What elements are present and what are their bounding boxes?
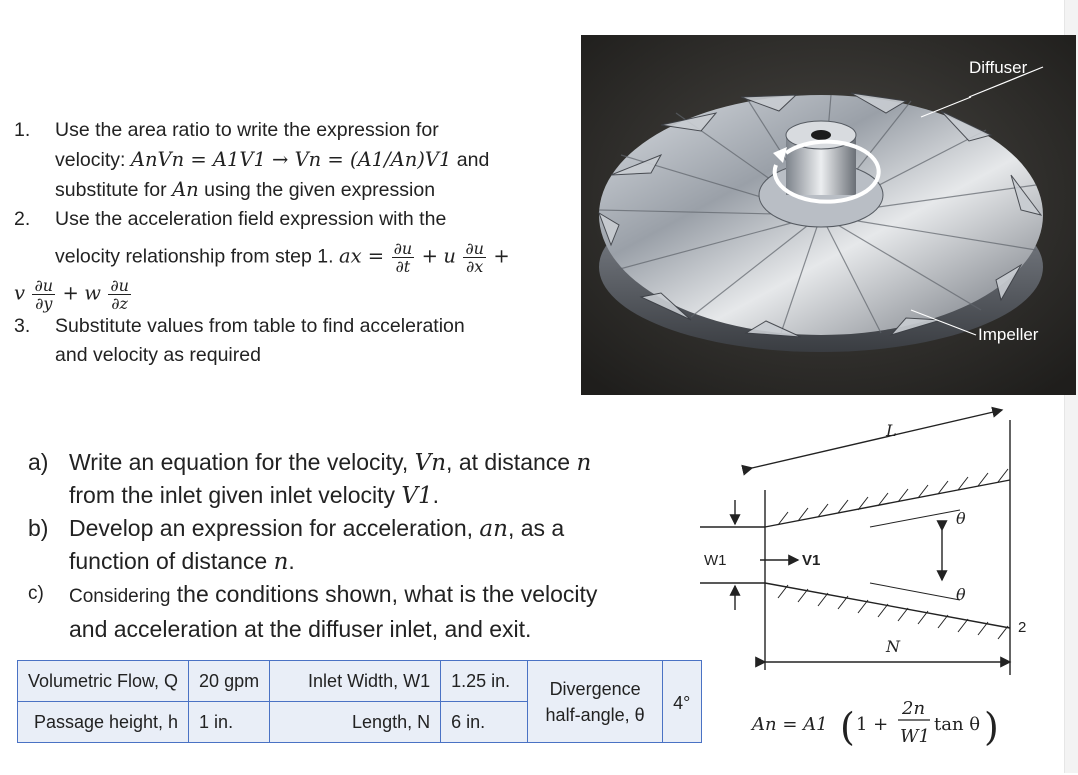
question-text: Write an equation for the velocity,: [69, 449, 415, 475]
diffuser-schematic: [690, 400, 1070, 770]
length-N-label: N: [886, 637, 900, 656]
question-text: from the inlet given inlet velocity: [69, 482, 402, 508]
area-equation: [750, 698, 999, 749]
w1-label: W1: [704, 552, 727, 569]
velocity-relation: AnVn = A1V1 → Vn = (A1/An)V1: [130, 148, 452, 171]
table-row: [18, 661, 702, 702]
question-line: [69, 446, 688, 479]
table-value: 1.25 in.: [441, 661, 528, 702]
question-line: [69, 578, 688, 613]
acceleration-symbol: an: [479, 516, 508, 542]
step-number: 2.: [14, 208, 31, 230]
step-text: and velocity as required: [55, 344, 261, 366]
upper-wall: [765, 480, 1010, 527]
question-label: b): [28, 515, 49, 541]
question-text: Develop an expression for acceleration,: [69, 515, 480, 541]
denominator: ∂y: [35, 294, 53, 313]
table-label: Inlet Width, W1: [270, 661, 441, 702]
question-line: [69, 545, 688, 578]
question-c: [28, 578, 688, 645]
table-value: 1 in.: [189, 702, 270, 743]
question-label: c): [28, 583, 44, 604]
question-label: a): [28, 449, 49, 475]
impeller-illustration: [581, 35, 1076, 395]
distance-symbol: n: [273, 549, 289, 575]
diagram-labels: [885, 421, 966, 656]
conditions-table: [17, 660, 702, 743]
step-number: 1.: [14, 119, 31, 141]
velocity-u: u: [443, 244, 456, 268]
diagram-labels-sans: [704, 552, 1026, 636]
velocity-symbol: Vn: [414, 450, 447, 476]
step-text: and: [451, 149, 490, 171]
acceleration-symbol: ax =: [338, 244, 385, 268]
step-1: [14, 116, 574, 205]
question-text: .: [288, 548, 295, 574]
theta-reference-bottom: [870, 583, 960, 600]
impeller-photo: [581, 35, 1076, 395]
partial-fraction: [392, 240, 415, 275]
step-text: Substitute values from table to find acceleration: [55, 315, 465, 337]
partial-fraction: [463, 240, 486, 275]
denominator: ∂t: [395, 257, 411, 276]
table-label: Volumetric Flow, Q: [18, 661, 189, 702]
denominator: ∂z: [111, 294, 128, 313]
impeller-label: Impeller: [978, 325, 1039, 344]
equation-denominator: W1: [900, 726, 930, 747]
step-line: [55, 145, 574, 175]
diffuser-diagram: [690, 400, 1070, 770]
velocity-w: w: [84, 281, 101, 305]
length-L-label: L: [886, 421, 897, 440]
theta-top-label: θ: [956, 509, 966, 528]
plus-sign: +: [421, 244, 438, 268]
question-text: , at distance: [446, 449, 577, 475]
lower-wall: [765, 583, 1010, 628]
question-line: [69, 512, 688, 545]
shaft-bore: [811, 130, 831, 140]
question-text: and acceleration at the diffuser inlet, and exit.: [69, 616, 532, 642]
theta-bottom-label: θ: [956, 585, 966, 604]
table-value: 4°: [663, 661, 702, 743]
step-text: velocity:: [55, 149, 131, 171]
divergence-label-line: half-angle, θ: [545, 704, 645, 725]
step-text: substitute for: [55, 179, 173, 201]
step-3: [14, 312, 574, 370]
question-a: [28, 446, 688, 512]
velocity-v: v: [14, 281, 26, 305]
equation-one: 1 +: [856, 714, 889, 735]
exit-station-label: 2: [1018, 619, 1027, 636]
distance-symbol: n: [576, 450, 592, 476]
table-label: [528, 661, 663, 743]
numerator: ∂u: [393, 239, 413, 258]
question-b: [28, 512, 688, 578]
inlet-velocity-symbol: V1: [401, 483, 433, 509]
equation-tan: tan θ: [934, 714, 981, 735]
step-number: 3.: [14, 315, 31, 337]
step-text: Use the area ratio to write the expression for: [55, 119, 439, 141]
question-text: .: [432, 482, 440, 508]
instruction-steps: [14, 116, 574, 370]
diagram-lines: [700, 410, 1010, 675]
table-label: Passage height, h: [18, 702, 189, 743]
theta-reference-top: [870, 510, 960, 527]
plus-sign: +: [62, 281, 79, 305]
length-L-dimension: [752, 410, 1002, 468]
step-text: velocity relationship from step 1.: [55, 245, 334, 268]
equation-lhs: An = A1: [752, 714, 828, 735]
table-value: 6 in.: [441, 702, 528, 743]
divergence-label-line: Divergence: [549, 678, 641, 699]
step-line: [55, 240, 574, 275]
question-text: Considering: [69, 586, 171, 607]
area-symbol: An: [172, 178, 199, 201]
question-text: the conditions shown, what is the velocity: [170, 581, 598, 607]
question-list: [28, 446, 688, 645]
table-label: Length, N: [270, 702, 441, 743]
step-text: Use the acceleration field expression with the: [55, 208, 447, 230]
step-2: [14, 205, 574, 312]
question-text: , as a: [507, 515, 565, 541]
v1-label: V1: [802, 552, 821, 569]
partial-fraction: [32, 277, 55, 312]
question-text: function of distance: [69, 548, 274, 574]
step-line: [14, 277, 574, 312]
question-line: [69, 479, 688, 512]
plus-sign: +: [493, 244, 510, 268]
numerator: ∂u: [465, 239, 484, 258]
partial-fraction: [108, 277, 131, 312]
right-paren: ): [984, 705, 999, 749]
table-value: 20 gpm: [189, 661, 270, 702]
numerator: ∂u: [34, 276, 54, 295]
step-line: [55, 175, 574, 205]
left-paren: (: [840, 705, 855, 749]
denominator: ∂x: [465, 257, 484, 276]
equation-numerator: 2n: [902, 698, 926, 719]
diffuser-label: Diffuser: [969, 58, 1028, 77]
step-text: using the given expression: [198, 179, 436, 201]
numerator: ∂u: [110, 276, 129, 295]
